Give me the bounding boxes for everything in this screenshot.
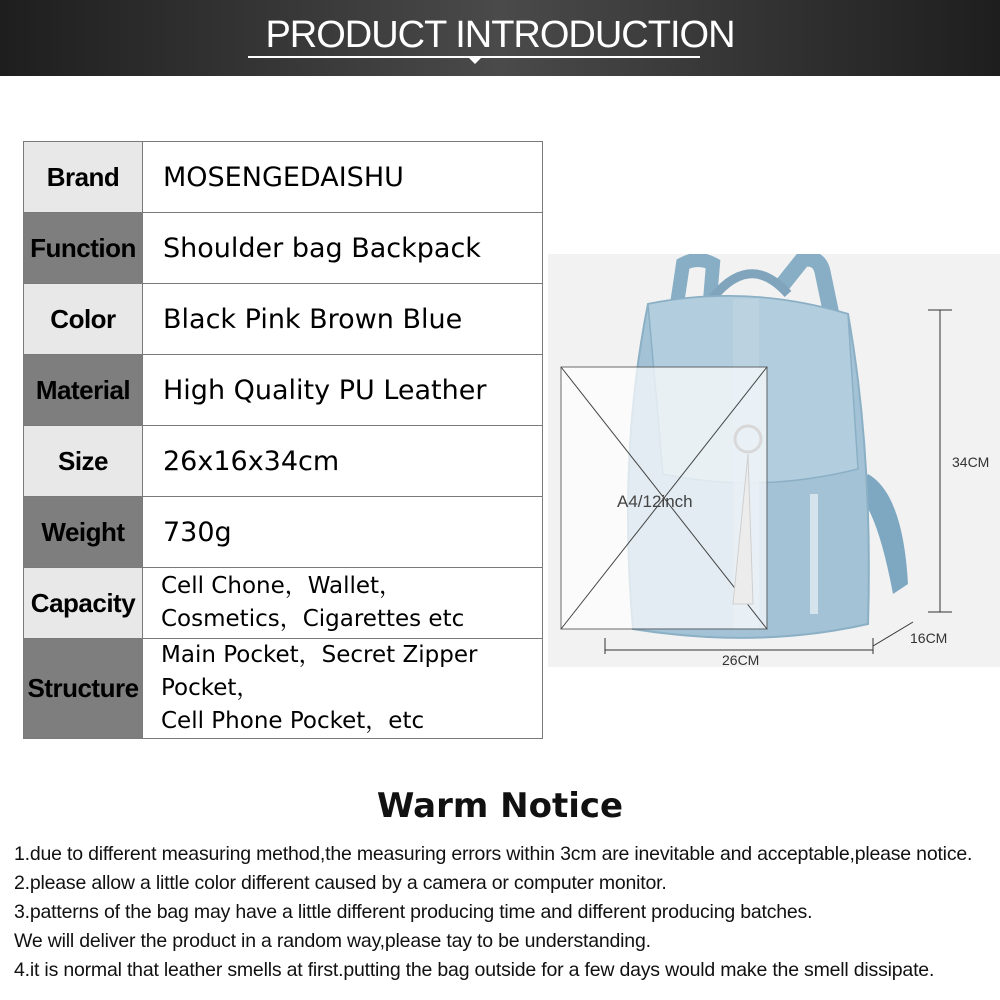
notice-line: 4.it is normal that leather smells at first.putting the bag outside for a few days would make the smell dissipate. <box>14 959 935 981</box>
page-title: PRODUCT INTRODUCTION <box>265 14 735 56</box>
product-image <box>548 254 1000 667</box>
spec-key: Capacity <box>24 568 143 639</box>
spec-key: Weight <box>24 497 143 568</box>
spec-value: High Quality PU Leather <box>143 355 543 426</box>
spec-value: Shoulder bag Backpack <box>143 213 543 284</box>
spec-value-line: Cell Phone Pocket，etc <box>161 708 425 734</box>
spec-key: Material <box>24 355 143 426</box>
spec-key: Color <box>24 284 143 355</box>
spec-row-color <box>24 284 543 355</box>
spec-key: Structure <box>24 639 143 739</box>
spec-row-brand <box>24 142 543 213</box>
spec-value-line: Main Pocket，Secret Zipper Pocket， <box>161 642 478 701</box>
notice-line: 2.please allow a little color different caused by a camera or computer monitor. <box>14 872 667 894</box>
backpack-illustration <box>548 254 1000 667</box>
notice-line: We will deliver the product in a random way,please tay to be understanding. <box>14 930 651 952</box>
spec-value: 730g <box>143 497 543 568</box>
notice-list <box>14 840 999 985</box>
notice-line: 1.due to different measuring method,the measuring errors within 3cm are inevitable and acceptable,please notice. <box>14 843 973 865</box>
title-notch <box>468 57 482 64</box>
spec-row-structure <box>24 639 543 739</box>
spec-row-size <box>24 426 543 497</box>
spec-table <box>23 141 543 739</box>
spec-value <box>143 568 543 639</box>
backpack-zipper <box>810 494 818 614</box>
spec-key: Brand <box>24 142 143 213</box>
spec-value <box>143 639 543 739</box>
paper-size-label: A4/12inch <box>617 492 693 511</box>
depth-dimension-line <box>873 622 913 646</box>
height-label: 34CM <box>952 454 990 470</box>
spec-row-weight <box>24 497 543 568</box>
spec-value: 26x16x34cm <box>143 426 543 497</box>
notice-title: Warm Notice <box>376 786 624 826</box>
spec-value-line: Cell Chone，Wallet， <box>161 573 403 599</box>
spec-row-function <box>24 213 543 284</box>
spec-key: Size <box>24 426 143 497</box>
width-label: 26CM <box>722 652 760 668</box>
spec-value: MOSENGEDAISHU <box>143 142 543 213</box>
spec-value-line: Cosmetics，Cigarettes etc <box>161 606 465 632</box>
spec-key: Function <box>24 213 143 284</box>
spec-value: Black Pink Brown Blue <box>143 284 543 355</box>
header-banner <box>0 0 1000 76</box>
depth-label: 16CM <box>910 630 948 646</box>
spec-row-capacity <box>24 568 543 639</box>
notice-line: 3.patterns of the bag may have a little different producing time and different producing batches. <box>14 901 813 923</box>
spec-row-material <box>24 355 543 426</box>
